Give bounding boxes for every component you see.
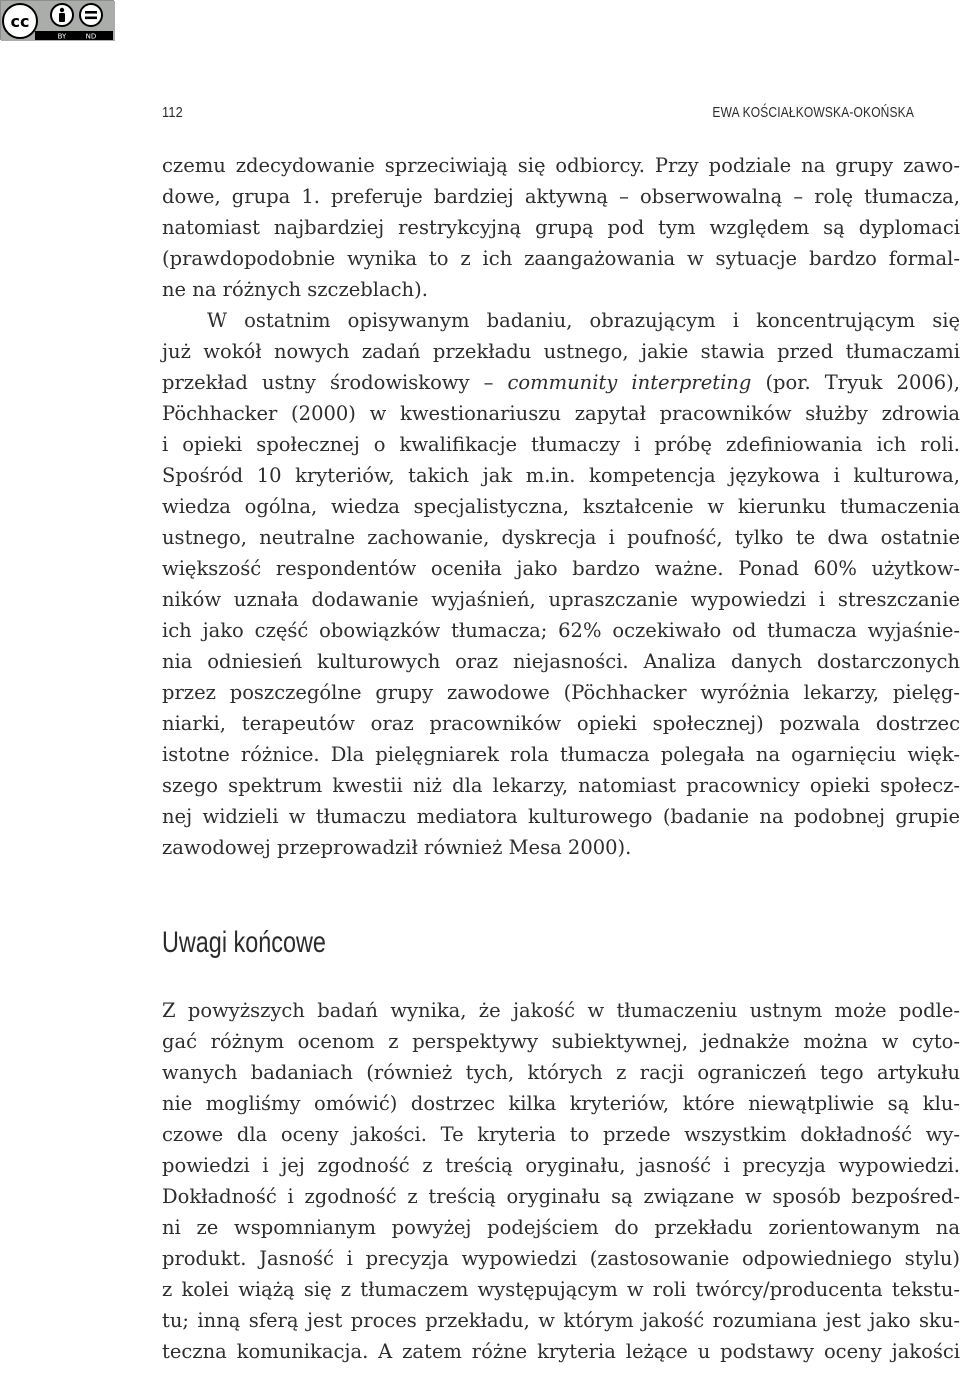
body-text-lower <box>162 995 960 1367</box>
text-line: ników uznała dodawanie wyjaśnień, upraszczanie wypowiedzi i streszczanie <box>162 588 960 611</box>
text-line: produkt. Jasność i precyzja wypowiedzi (zastosowanie odpowiedniego stylu) <box>162 1247 960 1270</box>
text-line: nie mogliśmy omówić) dostrzec kilka kryteriów, które niewątpliwie są klu- <box>162 1092 960 1115</box>
text-line: szego spektrum kwestii niż dla lekarzy, natomiast pracownicy opieki społecz- <box>162 774 960 797</box>
nd-equals-icon <box>80 4 102 26</box>
text-line: Pöchhacker (2000) w kwestionariuszu zapytał pracowników służby zdrowia <box>162 402 960 425</box>
text-line: powiedzi i jej zgodność z treścią oryginału, jasność i precyzja wypowiedzi. <box>162 1154 960 1177</box>
italic-term: community interpreting <box>507 371 752 394</box>
running-head-author: EWA KOŚCIAŁKOWSKA-OKOŃSKA <box>712 104 914 121</box>
text-line: zawodowej przeprowadził również Mesa 2000). <box>162 836 632 859</box>
paragraph-1 <box>162 150 960 305</box>
text-line: czemu zdecydowanie sprzeciwiają się odbiorcy. Przy podziale na grupy zawo- <box>162 154 960 177</box>
text-line: ni ze wspomnianym powyżej podejściem do przekładu zorientowanym na <box>162 1216 960 1239</box>
text-line: Dokładność i zgodność z treścią oryginału są związane w sposób bezpośred- <box>162 1185 960 1208</box>
text-line: tu; inną sferą jest proces przekładu, w którym jakość rozumiana jest jako sku- <box>162 1309 960 1332</box>
section-heading: Uwagi końcowe <box>162 926 326 959</box>
text-line: z kolei wiążą się z tłumaczem występującym w roli twórcy/producenta tekstu- <box>162 1278 960 1301</box>
paragraph-3 <box>162 995 960 1367</box>
text-line-with-italic <box>162 367 960 398</box>
text-line: Spośród 10 kryteriów, takich jak m.in. kompetencja językowa i kulturowa, <box>162 464 960 487</box>
text-line: czowe dla oceny jakości. Te kryteria to przede wszystkim dokładność wy- <box>162 1123 960 1146</box>
by-label: BY <box>57 32 67 41</box>
text-line: nia odniesień kulturowych oraz niejasności. Analiza danych dostarczonych <box>162 650 960 673</box>
text-line: W ostatnim opisywanym badaniu, obrazującym i koncentrującym się <box>207 309 960 332</box>
text-line: ich jako część obowiązków tłumacza; 62% oczekiwało od tłumacza wyjaśnie- <box>162 619 960 642</box>
cc-text: cc <box>10 12 30 31</box>
cc-license-badge <box>0 0 114 40</box>
nd-label: ND <box>85 32 97 41</box>
paragraph-2 <box>162 305 960 863</box>
text-line: ne na różnych szczeblach). <box>162 278 428 301</box>
text-segment: przekład ustny środowiskowy – <box>162 371 508 394</box>
text-line: istotne różnice. Dla pielęgniarek rola tłumacza polegała na ogarnięciu więk- <box>162 743 960 766</box>
text-line: ustnego, neutralne zachowanie, dyskrecja i poufność, tylko te dwa ostatnie <box>162 526 960 549</box>
text-line: dowe, grupa 1. preferuje bardziej aktywną – obserwowalną – rolę tłumacza, <box>162 185 960 208</box>
text-line: (prawdopodobnie wynika to z ich zaangażowania w sytuacje bardzo formal- <box>162 247 960 270</box>
page-number: 112 <box>162 104 183 121</box>
text-line: wanych badaniach (również tych, których z racji ograniczeń tego artykułu <box>162 1061 960 1084</box>
text-line: już wokół nowych zadań przekładu ustnego, jakie stawia przed tłumaczami <box>162 340 960 363</box>
text-line: Z powyższych badań wynika, że jakość w tłumaczeniu ustnym może podle- <box>162 999 960 1022</box>
body-text-upper <box>162 150 960 863</box>
text-line: i opieki społecznej o kwalifikacje tłumaczy i próbę zdefiniowania ich roli. <box>162 433 960 456</box>
text-line: gać różnym ocenom z perspektywy subiektywnej, jednakże można w cyto- <box>162 1030 960 1053</box>
cc-license-graphic <box>1 1 115 41</box>
text-line: wiedza ogólna, wiedza specjalistyczna, kształcenie w kierunku tłumaczenia <box>162 495 960 518</box>
text-line: większość respondentów oceniła jako bardzo ważne. Ponad 60% użytkow- <box>162 557 960 580</box>
text-line: nej widzieli w tłumaczu mediatora kulturowego (badanie na podobnej grupie <box>162 805 960 828</box>
text-line: teczna komunikacja. A zatem różne kryteria leżące u podstawy oceny jakości <box>162 1340 960 1363</box>
text-segment: (por. Tryuk 2006), <box>751 371 960 394</box>
text-line: natomiast najbardziej restrykcyjną grupą pod tym względem są dyplomaci <box>162 216 960 239</box>
text-line: przez poszczególne grupy zawodowe (Pöchhacker wyróżnia lekarzy, pielęg- <box>162 681 960 704</box>
text-line: niarki, terapeutów oraz pracowników opieki społecznej) pozwala dostrzec <box>162 712 960 735</box>
page-header <box>162 104 914 128</box>
